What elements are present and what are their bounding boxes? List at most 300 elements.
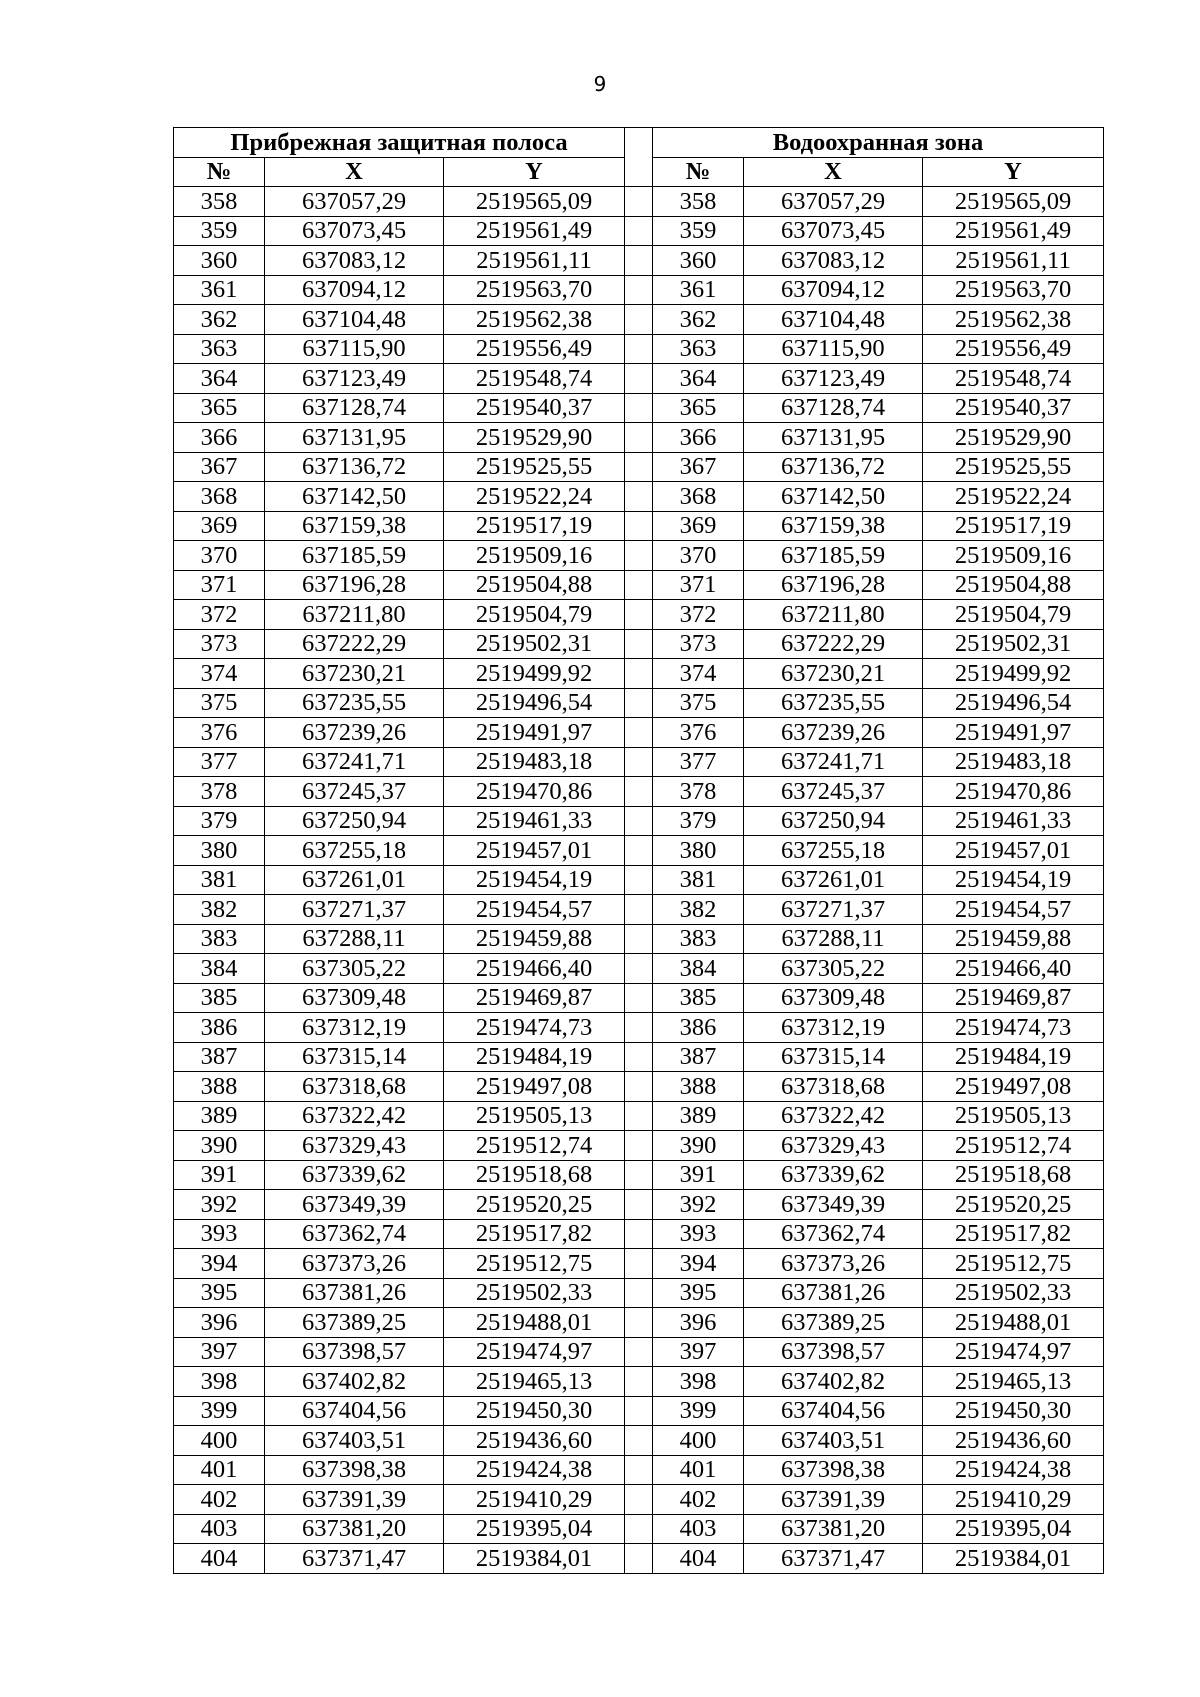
left-x-value: 637222,29	[265, 629, 444, 659]
column-separator	[625, 1013, 653, 1043]
right-point-number: 365	[653, 393, 744, 423]
right-x-value: 637241,71	[744, 747, 923, 777]
left-point-number: 362	[174, 305, 265, 335]
right-x-value: 637131,95	[744, 423, 923, 453]
table-row	[174, 954, 1104, 984]
right-x-value: 637381,20	[744, 1514, 923, 1544]
column-separator	[625, 1249, 653, 1279]
right-x-value: 637230,21	[744, 659, 923, 689]
table-row	[174, 777, 1104, 807]
column-separator	[625, 983, 653, 1013]
left-point-number: 383	[174, 924, 265, 954]
column-separator	[625, 777, 653, 807]
column-separator	[625, 688, 653, 718]
right-point-number: 369	[653, 511, 744, 541]
right-x-value: 637159,38	[744, 511, 923, 541]
column-separator	[625, 216, 653, 246]
column-separator	[625, 1308, 653, 1338]
table-row	[174, 1514, 1104, 1544]
left-y-value: 2519395,04	[444, 1514, 625, 1544]
left-x-value: 637057,29	[265, 187, 444, 217]
column-separator	[625, 541, 653, 571]
right-y-value: 2519556,49	[923, 334, 1104, 364]
left-y-value: 2519562,38	[444, 305, 625, 335]
left-x-value: 637403,51	[265, 1426, 444, 1456]
right-point-number: 395	[653, 1278, 744, 1308]
left-point-number: 378	[174, 777, 265, 807]
right-x-value: 637239,26	[744, 718, 923, 748]
left-y-value: 2519520,25	[444, 1190, 625, 1220]
right-x-value: 637402,82	[744, 1367, 923, 1397]
left-point-number: 379	[174, 806, 265, 836]
water-protection-zone-title: Водоохранная зона	[653, 128, 1104, 158]
right-point-number: 378	[653, 777, 744, 807]
right-y-value: 2519497,08	[923, 1072, 1104, 1102]
right-y-value: 2519561,11	[923, 246, 1104, 276]
left-point-number: 360	[174, 246, 265, 276]
column-separator	[625, 1544, 653, 1574]
right-point-number: 389	[653, 1101, 744, 1131]
left-x-value: 637073,45	[265, 216, 444, 246]
left-point-number: 399	[174, 1396, 265, 1426]
column-separator	[625, 806, 653, 836]
right-y-value: 2519450,30	[923, 1396, 1104, 1426]
right-x-value: 637115,90	[744, 334, 923, 364]
left-point-number: 364	[174, 364, 265, 394]
right-y-value: 2519465,13	[923, 1367, 1104, 1397]
left-x-value: 637309,48	[265, 983, 444, 1013]
left-point-number: 382	[174, 895, 265, 925]
left-point-number: 372	[174, 600, 265, 630]
right-point-number: 402	[653, 1485, 744, 1515]
left-x-value: 637373,26	[265, 1249, 444, 1279]
right-y-value: 2519384,01	[923, 1544, 1104, 1574]
right-y-value: 2519474,73	[923, 1013, 1104, 1043]
left-point-number: 398	[174, 1367, 265, 1397]
table-row	[174, 1485, 1104, 1515]
right-y-value: 2519502,31	[923, 629, 1104, 659]
left-y-value: 2519474,73	[444, 1013, 625, 1043]
left-x-value: 637371,47	[265, 1544, 444, 1574]
left-point-number: 370	[174, 541, 265, 571]
left-point-number: 394	[174, 1249, 265, 1279]
left-point-number: 363	[174, 334, 265, 364]
table-row	[174, 482, 1104, 512]
left-y-value: 2519497,08	[444, 1072, 625, 1102]
left-x-value: 637288,11	[265, 924, 444, 954]
column-separator	[625, 1337, 653, 1367]
right-point-number: 391	[653, 1160, 744, 1190]
right-point-number: 374	[653, 659, 744, 689]
left-x-value: 637329,43	[265, 1131, 444, 1161]
left-point-number: 367	[174, 452, 265, 482]
right-x-value: 637315,14	[744, 1042, 923, 1072]
left-y-value: 2519518,68	[444, 1160, 625, 1190]
left-point-number: 386	[174, 1013, 265, 1043]
right-y-value: 2519454,19	[923, 865, 1104, 895]
right-y-value: 2519469,87	[923, 983, 1104, 1013]
left-number-header: №	[174, 157, 265, 187]
left-x-value: 637083,12	[265, 246, 444, 276]
left-y-value: 2519522,24	[444, 482, 625, 512]
left-y-value: 2519470,86	[444, 777, 625, 807]
right-x-value: 637339,62	[744, 1160, 923, 1190]
column-separator	[625, 1072, 653, 1102]
column-separator	[625, 747, 653, 777]
right-point-number: 361	[653, 275, 744, 305]
right-point-number: 364	[653, 364, 744, 394]
column-separator	[625, 1042, 653, 1072]
left-point-number: 368	[174, 482, 265, 512]
column-separator	[625, 334, 653, 364]
right-y-value: 2519484,19	[923, 1042, 1104, 1072]
left-point-number: 402	[174, 1485, 265, 1515]
right-x-value: 637083,12	[744, 246, 923, 276]
left-y-value: 2519484,19	[444, 1042, 625, 1072]
right-y-value: 2519561,49	[923, 216, 1104, 246]
right-x-value: 637305,22	[744, 954, 923, 984]
left-x-value: 637271,37	[265, 895, 444, 925]
table-row	[174, 1367, 1104, 1397]
column-separator	[625, 1160, 653, 1190]
left-x-value: 637318,68	[265, 1072, 444, 1102]
left-point-number: 385	[174, 983, 265, 1013]
left-point-number: 403	[174, 1514, 265, 1544]
table-row	[174, 216, 1104, 246]
right-point-number: 398	[653, 1367, 744, 1397]
right-y-value: 2519504,79	[923, 600, 1104, 630]
left-x-value: 637211,80	[265, 600, 444, 630]
column-separator	[625, 1219, 653, 1249]
table-row	[174, 246, 1104, 276]
left-y-value: 2519556,49	[444, 334, 625, 364]
left-x-value: 637128,74	[265, 393, 444, 423]
left-y-value: 2519488,01	[444, 1308, 625, 1338]
left-point-number: 377	[174, 747, 265, 777]
column-separator	[625, 452, 653, 482]
column-separator	[625, 1101, 653, 1131]
right-point-number: 404	[653, 1544, 744, 1574]
right-point-number: 376	[653, 718, 744, 748]
right-y-value: 2519518,68	[923, 1160, 1104, 1190]
right-y-value: 2519488,01	[923, 1308, 1104, 1338]
right-point-number: 394	[653, 1249, 744, 1279]
table-row	[174, 570, 1104, 600]
right-point-number: 400	[653, 1426, 744, 1456]
table-row	[174, 1455, 1104, 1485]
left-y-header: Y	[444, 157, 625, 187]
right-x-value: 637094,12	[744, 275, 923, 305]
table-row	[174, 983, 1104, 1013]
left-point-number: 397	[174, 1337, 265, 1367]
table-row	[174, 305, 1104, 335]
left-x-value: 637131,95	[265, 423, 444, 453]
left-x-value: 637391,39	[265, 1485, 444, 1515]
right-x-value: 637057,29	[744, 187, 923, 217]
right-point-number: 370	[653, 541, 744, 571]
left-x-value: 637230,21	[265, 659, 444, 689]
right-point-number: 387	[653, 1042, 744, 1072]
right-y-value: 2519457,01	[923, 836, 1104, 866]
left-point-number: 361	[174, 275, 265, 305]
left-y-value: 2519509,16	[444, 541, 625, 571]
left-y-value: 2519502,33	[444, 1278, 625, 1308]
left-y-value: 2519504,79	[444, 600, 625, 630]
right-x-value: 637255,18	[744, 836, 923, 866]
left-x-value: 637398,57	[265, 1337, 444, 1367]
table-row	[174, 334, 1104, 364]
right-point-number: 381	[653, 865, 744, 895]
left-y-value: 2519504,88	[444, 570, 625, 600]
right-x-value: 637349,39	[744, 1190, 923, 1220]
right-x-value: 637123,49	[744, 364, 923, 394]
right-point-number: 396	[653, 1308, 744, 1338]
left-x-value: 637261,01	[265, 865, 444, 895]
right-point-number: 403	[653, 1514, 744, 1544]
left-x-value: 637349,39	[265, 1190, 444, 1220]
left-point-number: 384	[174, 954, 265, 984]
table-row	[174, 1013, 1104, 1043]
coordinates-table	[173, 127, 1104, 1574]
left-x-value: 637094,12	[265, 275, 444, 305]
right-y-value: 2519505,13	[923, 1101, 1104, 1131]
table-row	[174, 1249, 1104, 1279]
table-row	[174, 393, 1104, 423]
right-point-number: 388	[653, 1072, 744, 1102]
column-separator	[625, 305, 653, 335]
right-x-value: 637288,11	[744, 924, 923, 954]
right-point-number: 390	[653, 1131, 744, 1161]
table-row	[174, 1544, 1104, 1574]
left-x-value: 637305,22	[265, 954, 444, 984]
right-y-value: 2519565,09	[923, 187, 1104, 217]
table-row	[174, 1131, 1104, 1161]
table-row	[174, 1101, 1104, 1131]
left-x-value: 637381,26	[265, 1278, 444, 1308]
left-x-value: 637322,42	[265, 1101, 444, 1131]
table-row	[174, 541, 1104, 571]
left-point-number: 381	[174, 865, 265, 895]
table-row	[174, 187, 1104, 217]
right-y-value: 2519512,75	[923, 1249, 1104, 1279]
right-y-value: 2519496,54	[923, 688, 1104, 718]
table-row	[174, 423, 1104, 453]
column-separator	[625, 836, 653, 866]
right-x-value: 637196,28	[744, 570, 923, 600]
table-row	[174, 1042, 1104, 1072]
table-row	[174, 865, 1104, 895]
left-y-value: 2519466,40	[444, 954, 625, 984]
right-x-value: 637309,48	[744, 983, 923, 1013]
table-row	[174, 1190, 1104, 1220]
left-point-number: 358	[174, 187, 265, 217]
right-y-value: 2519436,60	[923, 1426, 1104, 1456]
right-point-number: 384	[653, 954, 744, 984]
right-point-number: 372	[653, 600, 744, 630]
right-point-number: 382	[653, 895, 744, 925]
right-y-value: 2519499,92	[923, 659, 1104, 689]
left-x-value: 637381,20	[265, 1514, 444, 1544]
right-number-header: №	[653, 157, 744, 187]
right-point-number: 401	[653, 1455, 744, 1485]
left-x-value: 637136,72	[265, 452, 444, 482]
left-y-value: 2519454,19	[444, 865, 625, 895]
left-x-value: 637255,18	[265, 836, 444, 866]
right-x-header: X	[744, 157, 923, 187]
left-point-number: 404	[174, 1544, 265, 1574]
right-x-value: 637398,57	[744, 1337, 923, 1367]
left-y-value: 2519483,18	[444, 747, 625, 777]
right-x-value: 637128,74	[744, 393, 923, 423]
table-row	[174, 1278, 1104, 1308]
left-x-value: 637315,14	[265, 1042, 444, 1072]
right-y-value: 2519540,37	[923, 393, 1104, 423]
left-point-number: 359	[174, 216, 265, 246]
left-point-number: 374	[174, 659, 265, 689]
right-y-value: 2519520,25	[923, 1190, 1104, 1220]
right-point-number: 366	[653, 423, 744, 453]
table-row	[174, 600, 1104, 630]
left-y-value: 2519450,30	[444, 1396, 625, 1426]
right-x-value: 637389,25	[744, 1308, 923, 1338]
left-x-value: 637245,37	[265, 777, 444, 807]
left-y-value: 2519512,75	[444, 1249, 625, 1279]
column-separator	[625, 1514, 653, 1544]
column-separator	[625, 1278, 653, 1308]
right-x-value: 637403,51	[744, 1426, 923, 1456]
left-point-number: 393	[174, 1219, 265, 1249]
right-point-number: 371	[653, 570, 744, 600]
right-x-value: 637136,72	[744, 452, 923, 482]
coordinates-body	[174, 187, 1104, 1574]
right-y-value: 2519491,97	[923, 718, 1104, 748]
left-y-value: 2519502,31	[444, 629, 625, 659]
left-x-value: 637196,28	[265, 570, 444, 600]
section-title-row	[174, 128, 1104, 158]
table-row	[174, 747, 1104, 777]
right-x-value: 637381,26	[744, 1278, 923, 1308]
left-x-value: 637398,38	[265, 1455, 444, 1485]
right-point-number: 397	[653, 1337, 744, 1367]
left-x-value: 637312,19	[265, 1013, 444, 1043]
table-row	[174, 1160, 1104, 1190]
left-x-value: 637104,48	[265, 305, 444, 335]
left-y-value: 2519561,11	[444, 246, 625, 276]
right-point-number: 377	[653, 747, 744, 777]
right-y-value: 2519529,90	[923, 423, 1104, 453]
left-y-value: 2519424,38	[444, 1455, 625, 1485]
left-point-number: 395	[174, 1278, 265, 1308]
left-y-value: 2519436,60	[444, 1426, 625, 1456]
left-y-value: 2519384,01	[444, 1544, 625, 1574]
left-point-number: 371	[174, 570, 265, 600]
right-x-value: 637211,80	[744, 600, 923, 630]
right-point-number: 386	[653, 1013, 744, 1043]
left-y-value: 2519469,87	[444, 983, 625, 1013]
left-x-value: 637185,59	[265, 541, 444, 571]
right-point-number: 383	[653, 924, 744, 954]
right-y-value: 2519459,88	[923, 924, 1104, 954]
table-row	[174, 659, 1104, 689]
left-x-value: 637389,25	[265, 1308, 444, 1338]
right-x-value: 637391,39	[744, 1485, 923, 1515]
right-point-number: 368	[653, 482, 744, 512]
right-point-number: 359	[653, 216, 744, 246]
right-x-value: 637371,47	[744, 1544, 923, 1574]
left-point-number: 389	[174, 1101, 265, 1131]
left-y-value: 2519563,70	[444, 275, 625, 305]
left-x-value: 637362,74	[265, 1219, 444, 1249]
left-point-number: 388	[174, 1072, 265, 1102]
right-y-value: 2519504,88	[923, 570, 1104, 600]
left-point-number: 366	[174, 423, 265, 453]
right-x-value: 637322,42	[744, 1101, 923, 1131]
left-y-value: 2519457,01	[444, 836, 625, 866]
right-x-value: 637404,56	[744, 1396, 923, 1426]
right-point-number: 358	[653, 187, 744, 217]
right-point-number: 392	[653, 1190, 744, 1220]
column-separator	[625, 924, 653, 954]
right-y-value: 2519509,16	[923, 541, 1104, 571]
column-separator	[625, 1396, 653, 1426]
table-row	[174, 1219, 1104, 1249]
right-y-value: 2519470,86	[923, 777, 1104, 807]
right-x-value: 637250,94	[744, 806, 923, 836]
column-separator	[625, 482, 653, 512]
right-point-number: 360	[653, 246, 744, 276]
right-x-value: 637261,01	[744, 865, 923, 895]
table-row	[174, 718, 1104, 748]
right-x-value: 637329,43	[744, 1131, 923, 1161]
left-y-value: 2519491,97	[444, 718, 625, 748]
right-point-number: 373	[653, 629, 744, 659]
column-separator	[625, 423, 653, 453]
table-row	[174, 452, 1104, 482]
column-separator	[625, 1367, 653, 1397]
left-point-number: 391	[174, 1160, 265, 1190]
left-point-number: 373	[174, 629, 265, 659]
right-point-number: 379	[653, 806, 744, 836]
left-x-value: 637339,62	[265, 1160, 444, 1190]
table-row	[174, 836, 1104, 866]
right-y-value: 2519474,97	[923, 1337, 1104, 1367]
column-separator	[625, 865, 653, 895]
right-point-number: 380	[653, 836, 744, 866]
right-x-value: 637142,50	[744, 482, 923, 512]
column-separator	[625, 954, 653, 984]
left-point-number: 380	[174, 836, 265, 866]
column-separator	[625, 364, 653, 394]
table-row	[174, 895, 1104, 925]
left-point-number: 375	[174, 688, 265, 718]
left-y-value: 2519461,33	[444, 806, 625, 836]
right-y-value: 2519517,82	[923, 1219, 1104, 1249]
right-y-value: 2519522,24	[923, 482, 1104, 512]
column-separator	[625, 659, 653, 689]
left-y-value: 2519561,49	[444, 216, 625, 246]
right-y-value: 2519517,19	[923, 511, 1104, 541]
left-point-number: 376	[174, 718, 265, 748]
right-x-value: 637104,48	[744, 305, 923, 335]
left-point-number: 369	[174, 511, 265, 541]
left-x-value: 637123,49	[265, 364, 444, 394]
left-y-value: 2519529,90	[444, 423, 625, 453]
left-y-value: 2519465,13	[444, 1367, 625, 1397]
right-y-value: 2519410,29	[923, 1485, 1104, 1515]
left-point-number: 390	[174, 1131, 265, 1161]
left-y-value: 2519525,55	[444, 452, 625, 482]
left-y-value: 2519517,19	[444, 511, 625, 541]
